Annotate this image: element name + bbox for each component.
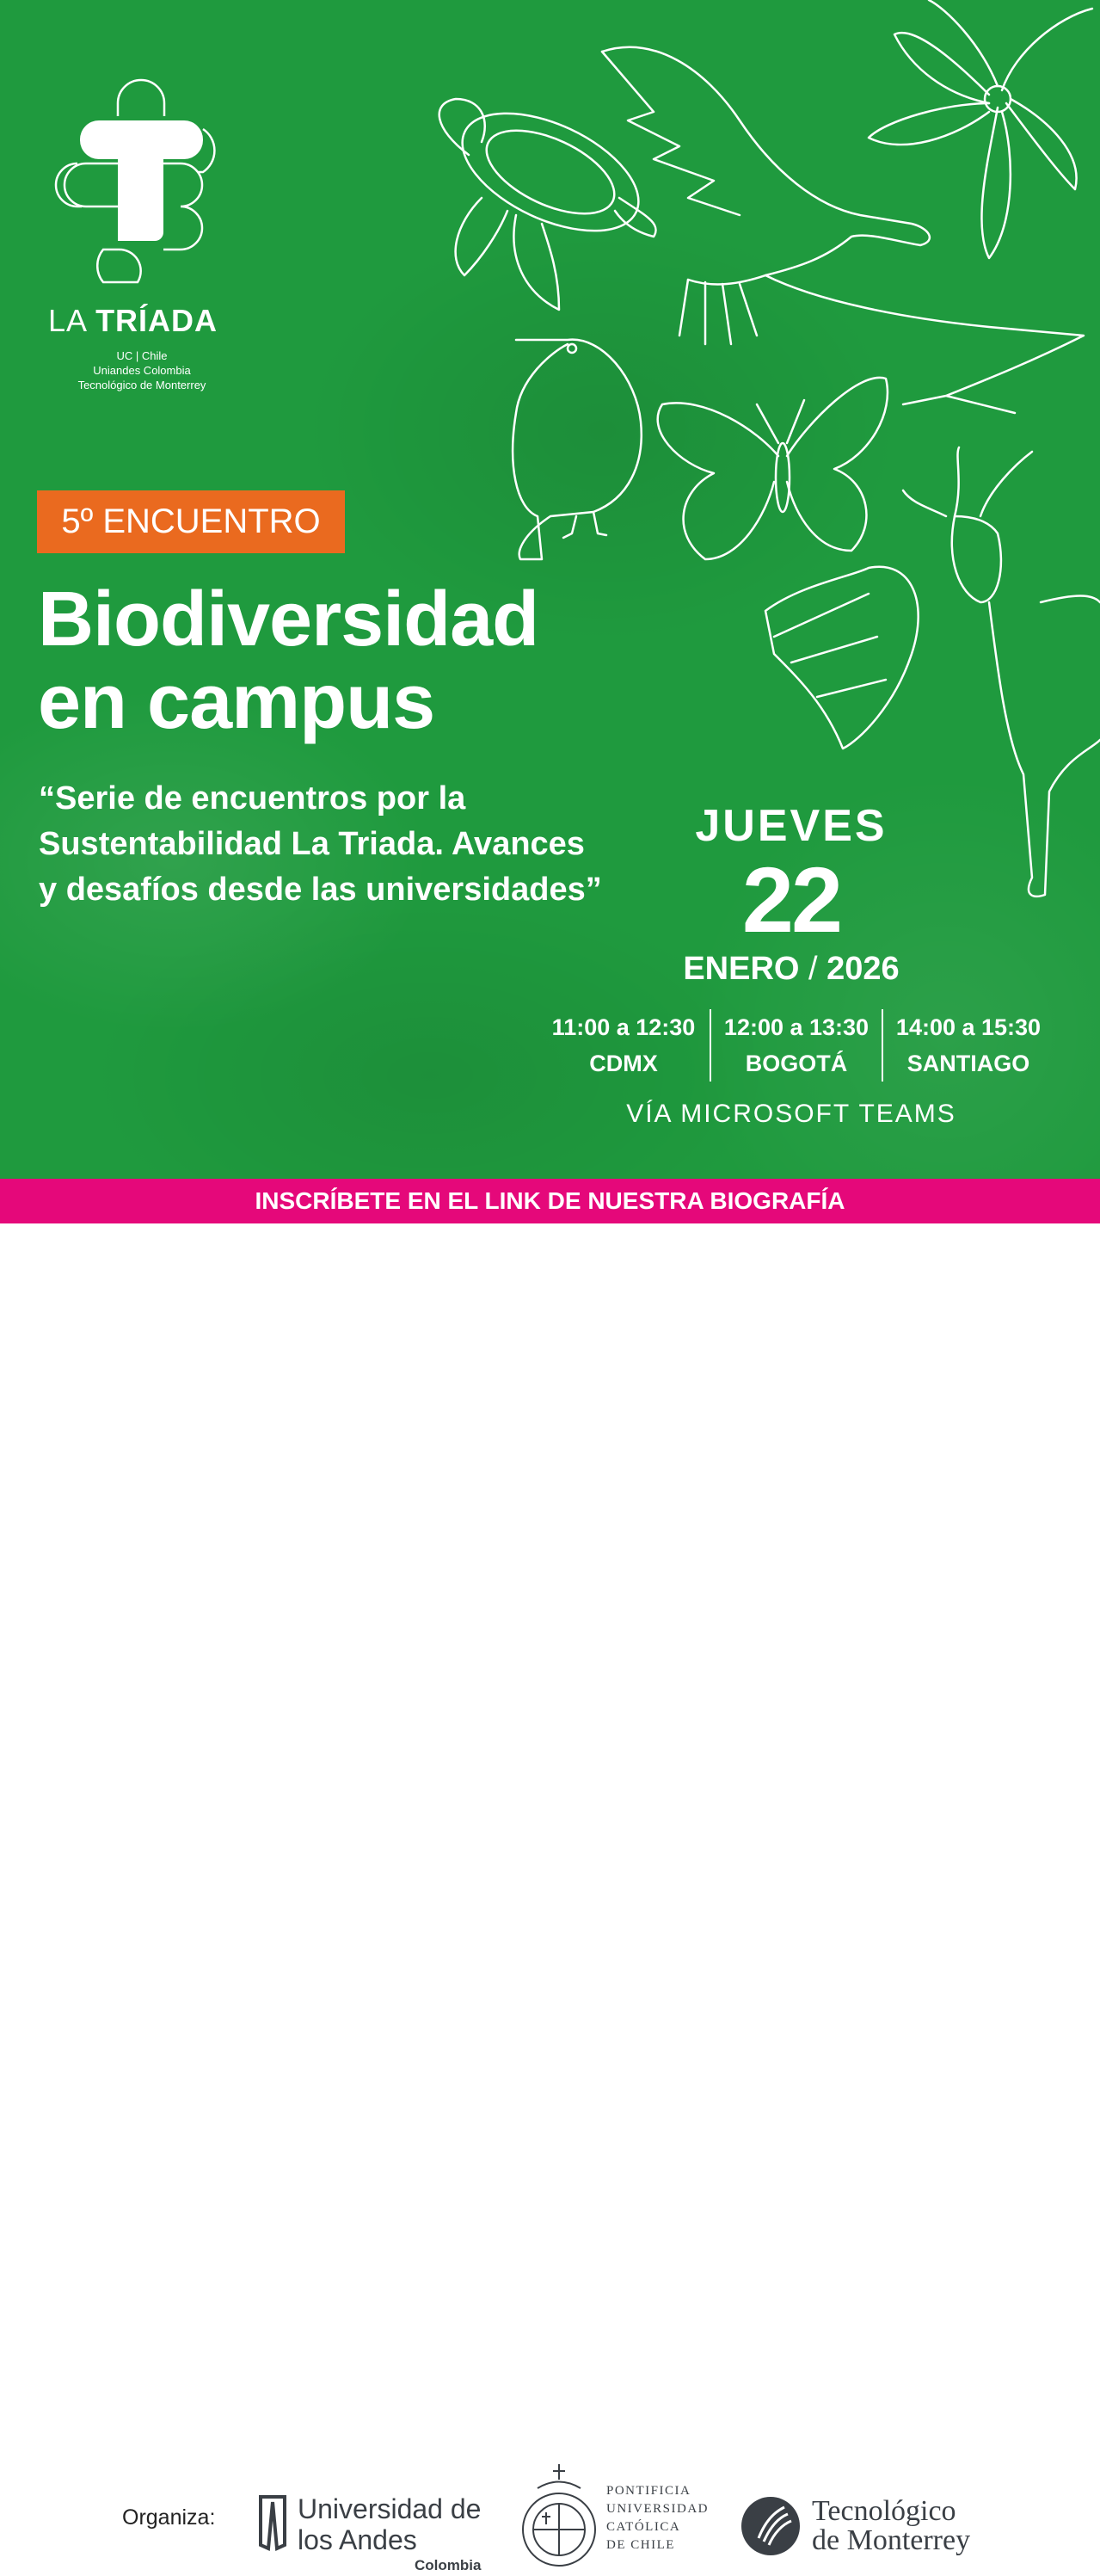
month: ENERO xyxy=(683,951,800,987)
member-tec: Tecnológico de Monterrey xyxy=(77,379,206,391)
schedule xyxy=(538,1009,1054,1082)
slot-city: CDMX xyxy=(589,1051,658,1076)
bird-illustration xyxy=(513,340,642,559)
slot-city: SANTIAGO xyxy=(906,1051,1030,1076)
organizers-footer xyxy=(0,1223,1100,2573)
date-separator: / xyxy=(799,951,827,987)
brand-name xyxy=(48,303,218,339)
slot-city: BOGOTÁ xyxy=(745,1051,848,1076)
organiza-label: Organiza: xyxy=(122,2505,216,2530)
schedule-slot-cdmx xyxy=(538,1009,710,1082)
member-uc: UC | Chile xyxy=(116,349,168,362)
tec-monterrey-logo xyxy=(740,2495,970,2557)
turtle-illustration xyxy=(439,89,656,310)
year: 2026 xyxy=(827,951,900,987)
deer-illustration xyxy=(903,447,1100,897)
uniandes-logo xyxy=(258,2493,481,2576)
puc-line-3: CATÓLICA xyxy=(606,2520,681,2534)
uniandes-line-2: los Andes xyxy=(298,2524,417,2555)
event-subtitle-quote: “Serie de encuentros por la Sustentabilidad La Triada. Avances y desafíos desde las universidades” xyxy=(39,780,602,908)
slot-time: 11:00 a 12:30 xyxy=(551,1014,696,1040)
puc-line-2: UNIVERSIDAD xyxy=(606,2502,709,2516)
platform-note: VÍA MICROSOFT TEAMS xyxy=(626,1100,956,1128)
brand-name-light: LA xyxy=(48,303,87,338)
schedule-slot-bogota xyxy=(710,1009,882,1082)
uniandes-shield-icon xyxy=(258,2493,287,2552)
puc-logo xyxy=(520,2462,709,2574)
leaf-illustration xyxy=(765,567,919,749)
puc-seal-icon xyxy=(520,2462,598,2574)
slot-time: 12:00 a 13:30 xyxy=(723,1014,870,1040)
puc-line-4: DE CHILE xyxy=(606,2538,675,2552)
slot-time: 14:00 a 15:30 xyxy=(895,1014,1042,1040)
la-triada-logo xyxy=(34,77,249,293)
encounter-badge: 5º ENCUENTRO xyxy=(37,490,345,553)
tec-torch-icon xyxy=(740,2495,802,2557)
registration-cta: INSCRÍBETE EN EL LINK DE NUESTRA BIOGRAFÍA xyxy=(0,1179,1100,1223)
flower-illustration xyxy=(869,0,1092,258)
condor-illustration xyxy=(602,47,1084,413)
event-title xyxy=(38,578,538,743)
uniandes-line-3: Colombia xyxy=(415,2557,482,2573)
uniandes-line-1: Universidad de xyxy=(298,2493,482,2524)
event-date xyxy=(654,800,929,989)
brand-name-bold: TRÍADA xyxy=(95,303,218,338)
brand-members xyxy=(43,348,241,392)
hero-section xyxy=(0,0,1100,1179)
member-uniandes: Uniandes Colombia xyxy=(93,364,191,377)
butterfly-illustration xyxy=(658,378,888,559)
schedule-slot-santiago xyxy=(882,1009,1054,1082)
tec-line-2: de Monterrey xyxy=(812,2524,971,2556)
puc-line-1: PONTIFICIA xyxy=(606,2484,691,2498)
title-line-1: Biodiversidad xyxy=(38,576,539,662)
weekday: JUEVES xyxy=(695,801,888,851)
tec-line-1: Tecnológico xyxy=(812,2495,956,2527)
day-number: 22 xyxy=(741,847,841,952)
title-line-2: en campus xyxy=(38,659,435,745)
